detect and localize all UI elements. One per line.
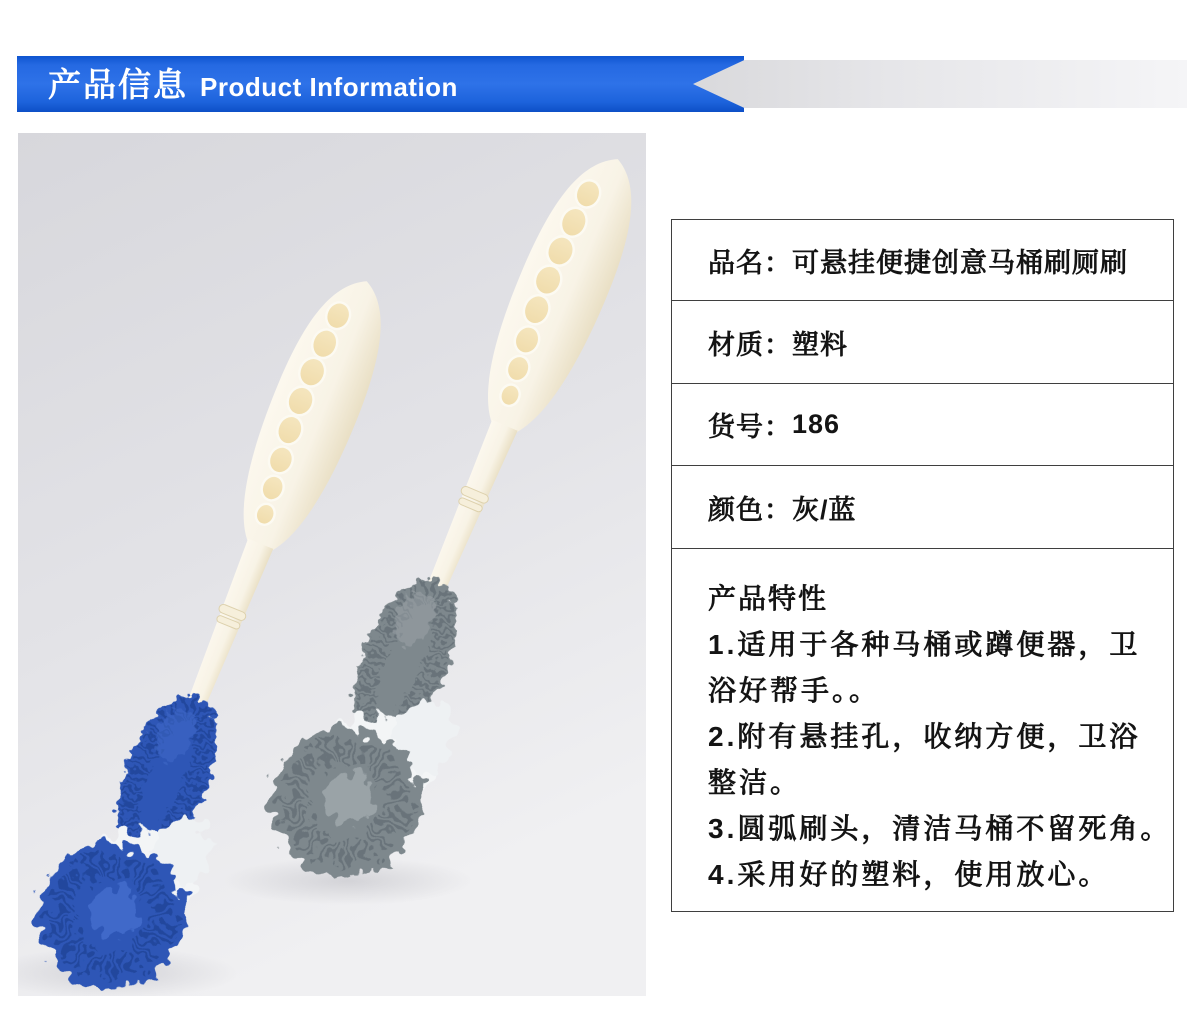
spec-value: 186 bbox=[792, 409, 841, 439]
spec-label: 货号： bbox=[708, 412, 792, 442]
spec-value: 塑料 bbox=[792, 329, 848, 360]
header-banner bbox=[17, 56, 744, 112]
features-section bbox=[672, 549, 1173, 911]
feature-item-3: 3.圆弧刷头，清洁马桶不留死角。 bbox=[708, 813, 1172, 844]
feature-item-4: 4.采用好的塑料，使用放心。 bbox=[708, 859, 1110, 890]
spec-row-material bbox=[672, 301, 1173, 384]
spec-row-name bbox=[672, 220, 1173, 301]
spec-label: 颜色： bbox=[708, 494, 792, 525]
spec-row-item-number bbox=[672, 384, 1173, 466]
spec-value: 灰/蓝 bbox=[792, 494, 857, 525]
feature-item-1: 1.适用于各种马桶或蹲便器，卫浴好帮手。。 bbox=[708, 629, 1141, 706]
spec-label: 材质： bbox=[708, 329, 792, 360]
features-title: 产品特性 bbox=[708, 583, 829, 614]
spec-label: 品名： bbox=[708, 247, 792, 278]
header-ribbon-arrow bbox=[693, 60, 1187, 108]
header-title-en: Product Information bbox=[200, 72, 458, 102]
header-title-zh: 产品信息 bbox=[48, 65, 188, 103]
product-photo-canvas bbox=[18, 133, 646, 996]
product-photo bbox=[18, 133, 646, 996]
features-list bbox=[708, 622, 1172, 898]
spec-value: 可悬挂便捷创意马桶刷厕刷 bbox=[792, 247, 1128, 278]
spec-table bbox=[671, 219, 1174, 912]
feature-item-2: 2.附有悬挂孔，收纳方便，卫浴整洁。 bbox=[708, 721, 1141, 798]
spec-row-color bbox=[672, 466, 1173, 549]
